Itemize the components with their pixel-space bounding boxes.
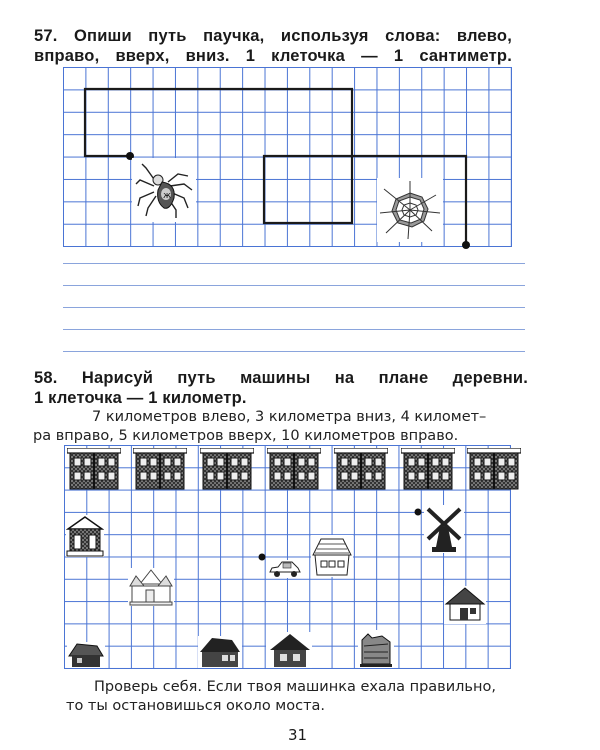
- task-57-title-line-2: вправо, вверх, вниз. 1 клеточка — 1 сантиметр.: [34, 47, 512, 65]
- task-58-instructions-line-2: ра вправо, 5 километров вверх, 10 километров вправо.: [33, 428, 459, 444]
- task-57-title-line-1: 57. Опиши путь паучка, используя слова: влево,: [34, 27, 512, 45]
- windmill-dot: [415, 509, 422, 516]
- task-58-title-line-2: 1 клеточка — 1 километр.: [34, 389, 247, 407]
- cabin-icon: [198, 636, 242, 668]
- hut-icon: [67, 642, 105, 668]
- svg-text:ж: ж: [163, 191, 172, 201]
- check-text-line-1: Проверь себя. Если твоя машинка ехала правильно,: [94, 679, 496, 695]
- cottage-icon: [311, 535, 353, 577]
- check-text-line-2: то ты остановишься около моста.: [66, 698, 326, 714]
- mansion-icon: [128, 568, 174, 606]
- log-house-icon: [266, 632, 312, 668]
- page-number: 31: [288, 726, 308, 744]
- task-58-title-line-1: 58. Нарисуй путь машины на плане деревни.: [34, 369, 528, 387]
- ruined-house-icon: [358, 630, 394, 668]
- car-icon[interactable]: [268, 560, 302, 578]
- task-58-instructions-line-1: 7 километров влево, 3 километра вниз, 4 километ–: [92, 409, 487, 425]
- car-dot: [259, 554, 266, 561]
- small-house-icon: [444, 586, 486, 624]
